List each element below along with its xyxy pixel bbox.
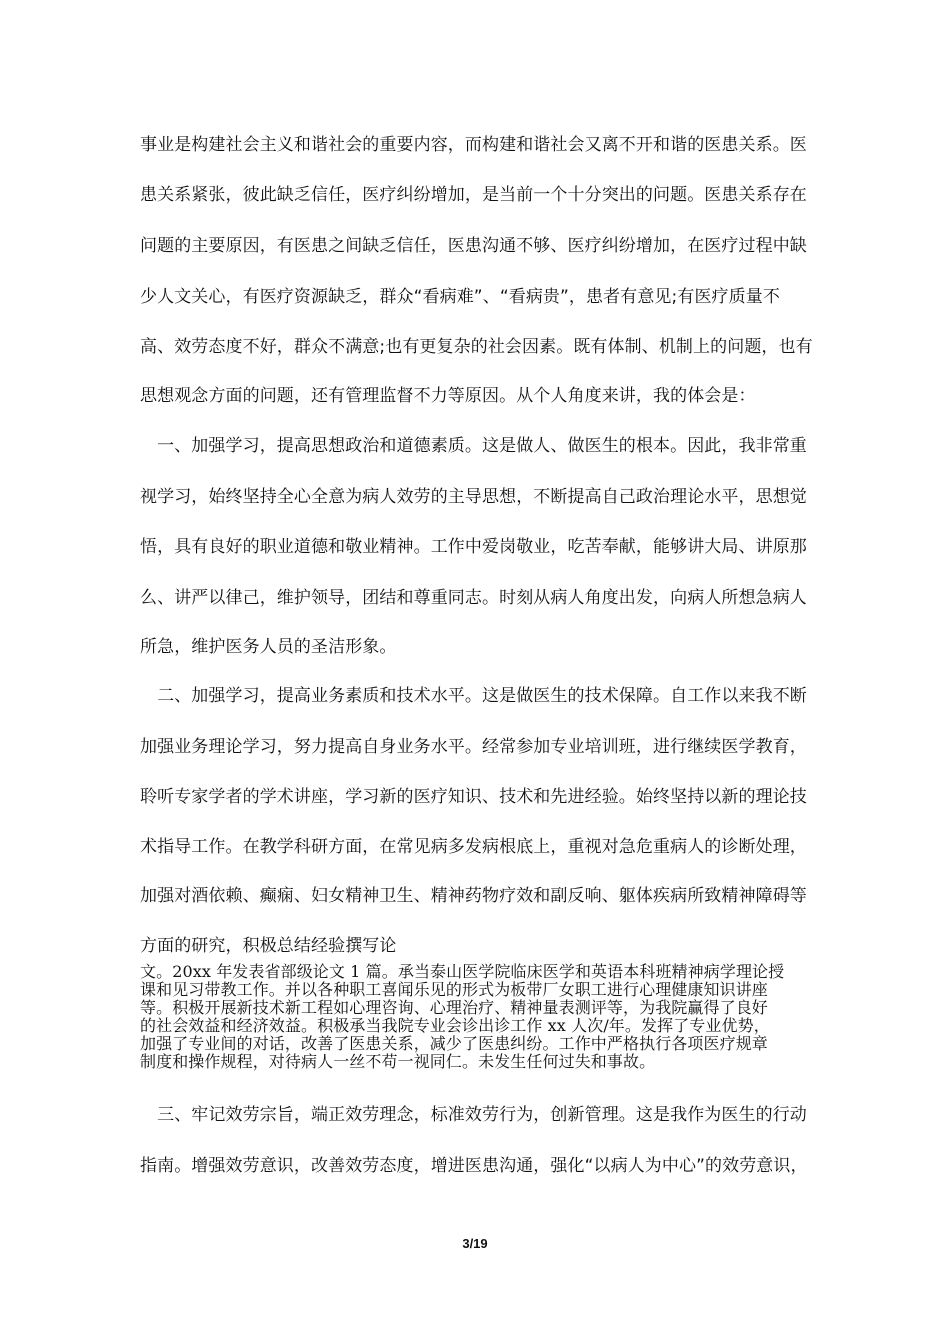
body-line: 加强业务理论学习，努力提高自身业务水平。经常参加专业培训班，进行继续医学教育， [140, 737, 807, 757]
section-one-line: 一、加强学习，提高思想政治和道德素质。这是做人、做医生的根本。因此，我非常重 [140, 436, 807, 456]
body-line: 所急，维护医务人员的圣洁形象。 [140, 637, 397, 657]
dense-line: 文。20xx 年发表省部级论文 1 篇。承当泰山医学院临床医学和英语本科班精神病学理论授 [140, 962, 785, 981]
dense-line: 制度和操作规程，对待病人一丝不苟一视同仁。未发生任何过失和事故。 [140, 1052, 656, 1071]
dense-line: 的社会效益和经济效益。积极承当我院专业会诊出诊工作 xx 人次/年。发挥了专业优势， [140, 1016, 770, 1035]
body-line: 聆听专家学者的学术讲座，学习新的医疗知识、技术和先进经验。始终坚持以新的理论技 [140, 787, 807, 807]
body-line: 方面的研究，积极总结经验撰写论 [140, 936, 397, 956]
body-line: 少人文关心，有医疗资源缺乏，群众“看病难”、“看病贵”，患者有意见;有医疗质量不 [140, 287, 780, 307]
section-three-line: 三、牢记效劳宗旨，端正效劳理念，标准效劳行为，创新管理。这是我作为医生的行动 [140, 1105, 807, 1125]
body-line: 患关系紧张，彼此缺乏信任，医疗纠纷增加，是当前一个十分突出的问题。医患关系存在 [140, 185, 807, 205]
dense-line: 课和见习带教工作。并以各种职工喜闻乐见的形式为板带厂女职工进行心理健康知识讲座 [140, 980, 768, 999]
page-number: 3/19 [462, 1236, 488, 1251]
dense-line: 等。积极开展新技术新工程如心理咨询、心理治疗、精神量表测评等，为我院赢得了良好 [140, 998, 768, 1017]
body-line: 高、效劳态度不好，群众不满意;也有更复杂的社会因素。既有体制、机制上的问题，也有 [140, 337, 813, 357]
body-line: 视学习，始终坚持全心全意为病人效劳的主导思想，不断提高自己政治理论水平，思想觉 [140, 487, 807, 507]
body-line: 悟，具有良好的职业道德和敬业精神。工作中爱岗敬业，吃苦奉献，能够讲大局、讲原那 [140, 537, 807, 557]
body-line: 问题的主要原因，有医患之间缺乏信任，医患沟通不够、医疗纠纷增加，在医疗过程中缺 [140, 236, 807, 256]
section-two-line: 二、加强学习，提高业务素质和技术水平。这是做医生的技术保障。自工作以来我不断 [140, 686, 807, 706]
body-line: 么、讲严以律己，维护领导，团结和尊重同志。时刻从病人角度出发，向病人所想急病人 [140, 588, 807, 608]
dense-line: 加强了专业间的对话，改善了医患关系，减少了医患纠纷。工作中严格执行各项医疗规章 [140, 1034, 768, 1053]
body-line: 思想观念方面的问题，还有管理监督不力等原因。从个人角度来讲，我的体会是： [140, 386, 756, 406]
body-line: 术指导工作。在教学科研方面，在常见病多发病根底上，重视对急危重病人的诊断处理， [140, 837, 807, 857]
body-line: 指南。增强效劳意识，改善效劳态度，增进医患沟通，强化“以病人为中心”的效劳意识， [140, 1156, 808, 1176]
body-line: 事业是构建社会主义和谐社会的重要内容，而构建和谐社会又离不开和谐的医患关系。医 [140, 135, 807, 155]
body-line: 加强对酒依赖、癫痫、妇女精神卫生、精神药物疗效和副反响、躯体疾病所致精神障碍等 [140, 886, 807, 906]
